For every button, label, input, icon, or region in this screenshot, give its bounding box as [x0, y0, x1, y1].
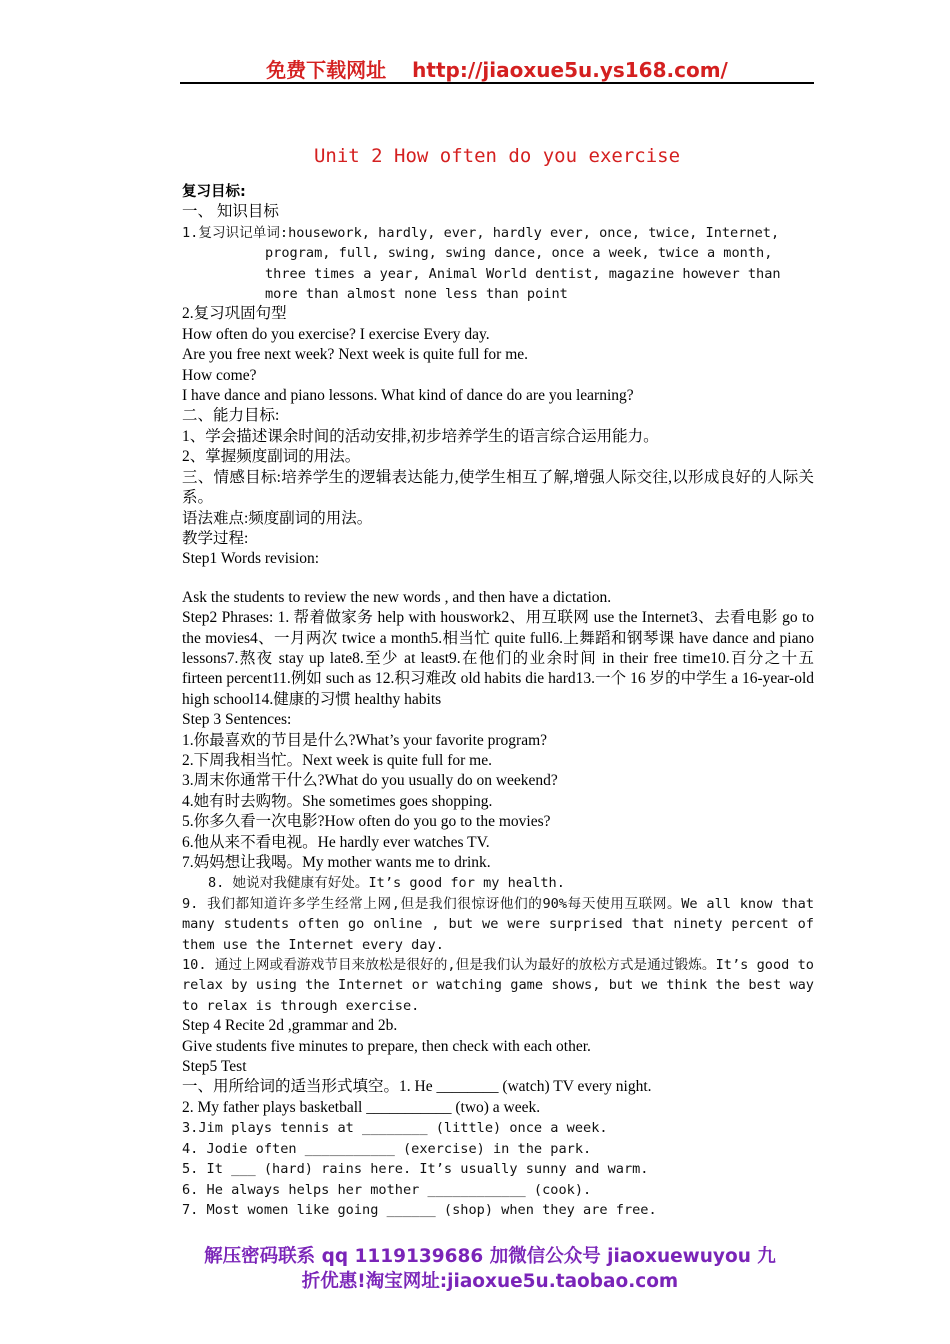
line-sentence-5: 5.你多久看一次电影?How often do you go to the movies? — [182, 813, 551, 831]
line-test-4: 4. Jodie often ___________ (exercise) in the park. — [182, 1140, 592, 1157]
line-patterns-heading: 2.复习巩固句型 — [182, 305, 287, 323]
line-sentence-1: 1.你最喜欢的节目是什么?What’s your favorite program? — [182, 731, 548, 749]
line-difficulty: 语法难点:频度副词的用法。 — [182, 509, 373, 527]
line-vocab-3: three times a year, Animal World dentist, magazine however than — [265, 265, 781, 282]
line-process: 教学过程: — [182, 529, 249, 547]
line-sentence-3: 3.周末你通常干什么?What do you usually do on weekend? — [182, 772, 558, 790]
line-pattern-3: How come? — [182, 366, 257, 384]
line-sentence-10: 10. 通过上网或看游戏节目来放松是很好的,但是我们认为最好的放松方式是通过锻炼。It’s good to relax by using the Internet or watching game shows, but we think the best way to relax is through exercise. — [182, 957, 814, 1014]
line-blank-1 — [182, 570, 814, 588]
line-step4: Step 4 Recite 2d ,grammar and 2b. — [182, 1017, 398, 1035]
line-sentence-6: 6.他从来不看电视。He hardly ever watches TV. — [182, 833, 490, 851]
line-step1-task: Ask the students to review the new words , and then have a dictation. — [182, 588, 612, 606]
footer-line-1: 解压密码联系 qq 1119139686 加微信公众号 jiaoxuewuyou 九 — [204, 1246, 776, 1267]
line-test-1: 一、用所给词的适当形式填空。1. He ________ (watch) TV every night. — [182, 1078, 652, 1096]
header-banner — [180, 54, 814, 83]
line-test-2: 2. My father plays basketball ___________ (two) a week. — [182, 1098, 541, 1116]
line-ability-2: 2、掌握频度副词的用法。 — [182, 448, 361, 466]
line-ability-1: 1、学会描述课余时间的活动安排,初步培养学生的语言综合运用能力。 — [182, 427, 659, 445]
document-body — [182, 182, 814, 1220]
unit-title: Unit 2 How often do you exercise — [313, 145, 681, 167]
header-divider — [180, 82, 814, 84]
header-label: 免费下载网址 — [266, 58, 387, 82]
line-emotion-goal: 三、情感目标:培养学生的逻辑表达能力,使学生相互了解,增强人际交往,以形成良好的人际关系。 — [182, 468, 814, 507]
line-goal-heading: 复习目标: — [182, 184, 246, 200]
line-sentence-2: 2.下周我相当忙。Next week is quite full for me. — [182, 751, 492, 769]
line-test-7: 7. Most women like going ______ (shop) when they are free. — [182, 1201, 657, 1218]
line-pattern-4: I have dance and piano lessons. What kind of dance do are you learning? — [182, 387, 634, 405]
line-ability-goal: 二、能力目标: — [182, 407, 280, 425]
line-pattern-2: Are you free next week? Next week is quite full for me. — [182, 346, 529, 364]
line-vocab-1: 1.复习识记单词:housework, hardly, ever, hardly ever, once, twice, Internet, — [182, 224, 780, 241]
footer-line-2: 折优惠!淘宝网址:jiaoxue5u.taobao.com — [301, 1271, 679, 1292]
line-test-5: 5. It ___ (hard) rains here. It’s usually sunny and warm. — [182, 1161, 649, 1178]
line-step4-task: Give students five minutes to prepare, then check with each other. — [182, 1037, 591, 1055]
line-sentence-4: 4.她有时去购物。She sometimes goes shopping. — [182, 792, 493, 810]
line-step2: Step2 Phrases: 1. 帮着做家务 help with houswork2、用互联网 use the Internet3、去看电影 go to the movies4、一月两次 twice a month5.相当忙 quite full6.上舞蹈和钢琴课 have dance and piano lessons7.熬夜 stay up late8.至少 at least9.在他们的业余时间 in their free time10.百分之十五 firteen percent11.例如 such as 12.积习难改 old habits die hard13.一个 16 岁的中学生 a 16-year-old high school14.健康的习惯 healthy habits — [182, 609, 814, 708]
line-test-6: 6. He always helps her mother ____________ (cook). — [182, 1181, 592, 1198]
line-step1: Step1 Words revision: — [182, 550, 320, 568]
line-pattern-1: How often do you exercise? I exercise Every day. — [182, 325, 490, 343]
line-knowledge-goal: 一、 知识目标 — [182, 203, 279, 221]
line-step5: Step5 Test — [182, 1058, 247, 1076]
header-url-link[interactable]: http://jiaoxue5u.ys168.com/ — [412, 58, 728, 82]
line-sentence-7: 7.妈妈想让我喝。My mother wants me to drink. — [182, 854, 491, 871]
line-vocab-2: program, full, swing, swing dance, once a week, twice a month, — [265, 245, 773, 262]
line-step3: Step 3 Sentences: — [182, 711, 292, 729]
line-sentence-9: 9. 我们都知道许多学生经常上网,但是我们很惊讶他们的90%每天使用互联网。We all know that many students often go online , but we were surprised that ninety percent of them use the Internet every day. — [182, 895, 814, 953]
line-vocab-4: more than almost none less than point — [265, 286, 568, 303]
line-sentence-8: 8. 她说对我健康有好处。It’s good for my health. — [208, 875, 565, 892]
line-test-3: 3.Jim plays tennis at ________ (little) once a week. — [182, 1120, 608, 1137]
